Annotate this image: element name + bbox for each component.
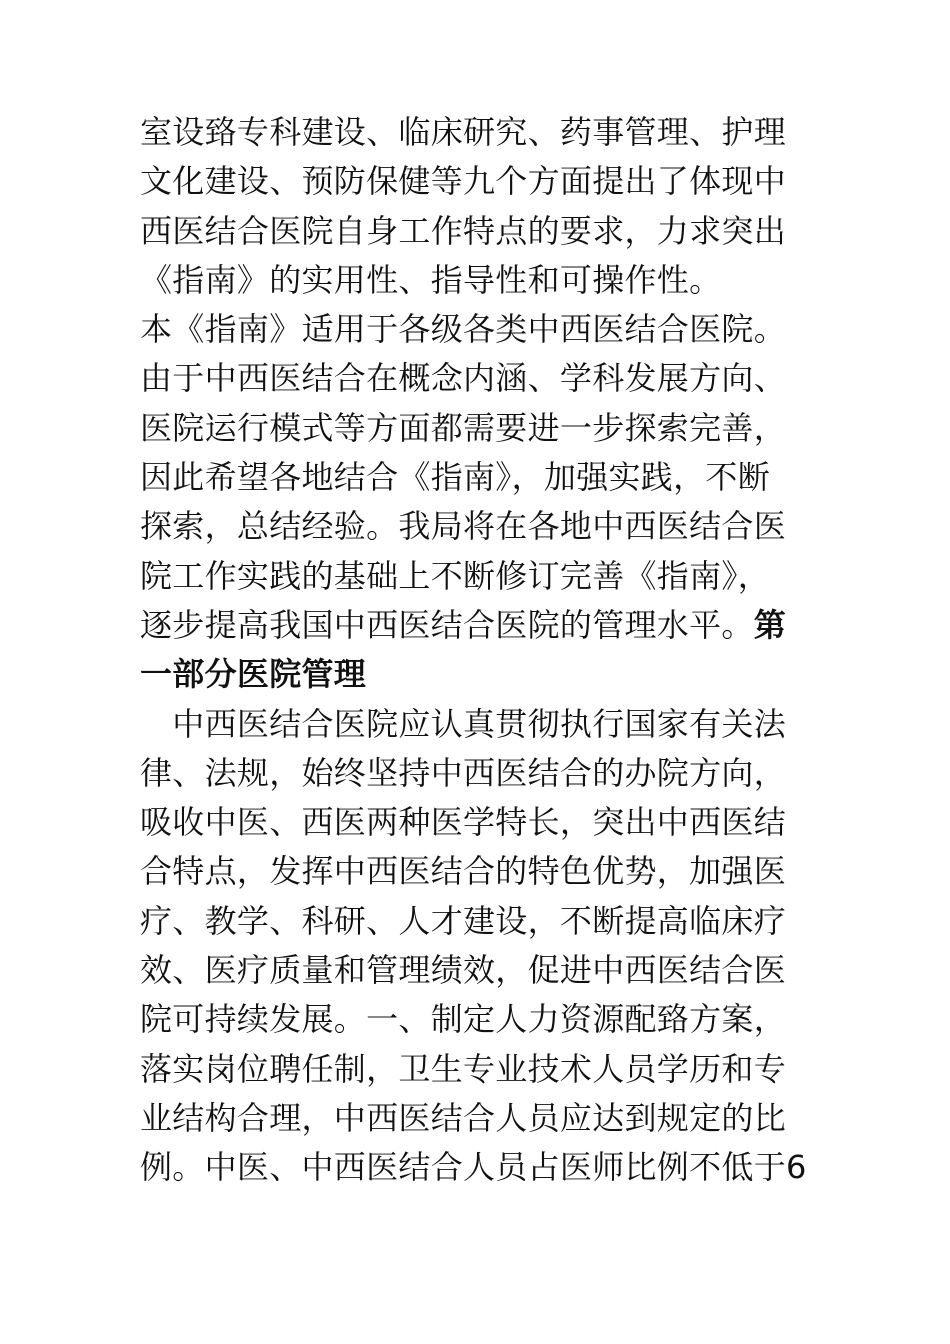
text-line: 文化建设、预防保健等九个方面提出了体现中 xyxy=(140,162,787,201)
text-line: 疗、教学、科研、人才建设，不断提高临床疗 xyxy=(140,901,787,940)
text-line: 医院运行模式等方面都需要进一步探索完善， xyxy=(140,408,787,447)
text-line: 探索，总结经验。我局将在各地中西医结合医 xyxy=(140,507,787,546)
text-line-segment: 逐步提高我国中西医结合医院的管理水平。 xyxy=(140,605,754,644)
section-heading-start: 第 xyxy=(753,605,787,644)
text-line-with-heading-start xyxy=(140,601,830,650)
text-line: 院工作实践的基础上不断修订完善《指南》， xyxy=(140,556,771,595)
text-line: 西医结合医院自身工作特点的要求，力求突出 xyxy=(140,211,787,250)
section-heading: 一部分医院管理 xyxy=(140,655,367,694)
text-line: 中西医结合医院应认真贯彻执行国家有关法 xyxy=(140,704,787,743)
text-line: 合特点，发挥中西医结合的特色优势，加强医 xyxy=(140,852,787,891)
text-line: 例。中医、中西医结合人员占医师比例不低于6 xyxy=(140,1148,807,1187)
text-line: 律、法规，始终坚持中西医结合的办院方向， xyxy=(140,753,787,792)
document-body xyxy=(140,108,830,1193)
text-line: 本《指南》适用于各级各类中西医结合医院。 xyxy=(140,310,787,349)
text-line: 室设臵专科建设、临床研究、药事管理、护理 xyxy=(140,113,787,151)
text-line: 吸收中医、西医两种医学特长，突出中西医结 xyxy=(140,803,787,842)
text-line: 院可持续发展。一、制定人力资源配臵方案， xyxy=(140,1000,787,1039)
text-line: 《指南》的实用性、指导性和可操作性。 xyxy=(140,260,722,299)
text-line: 业结构合理，中西医结合人员应达到规定的比 xyxy=(140,1098,787,1137)
text-line: 因此希望各地结合《指南》，加强实践，不断 xyxy=(140,458,771,497)
text-line: 效、医疗质量和管理绩效，促进中西医结合医 xyxy=(140,951,787,990)
text-line: 由于中西医结合在概念内涵、学科发展方向、 xyxy=(140,359,787,398)
text-line: 落实岗位聘任制，卫生专业技术人员学历和专 xyxy=(140,1049,787,1088)
